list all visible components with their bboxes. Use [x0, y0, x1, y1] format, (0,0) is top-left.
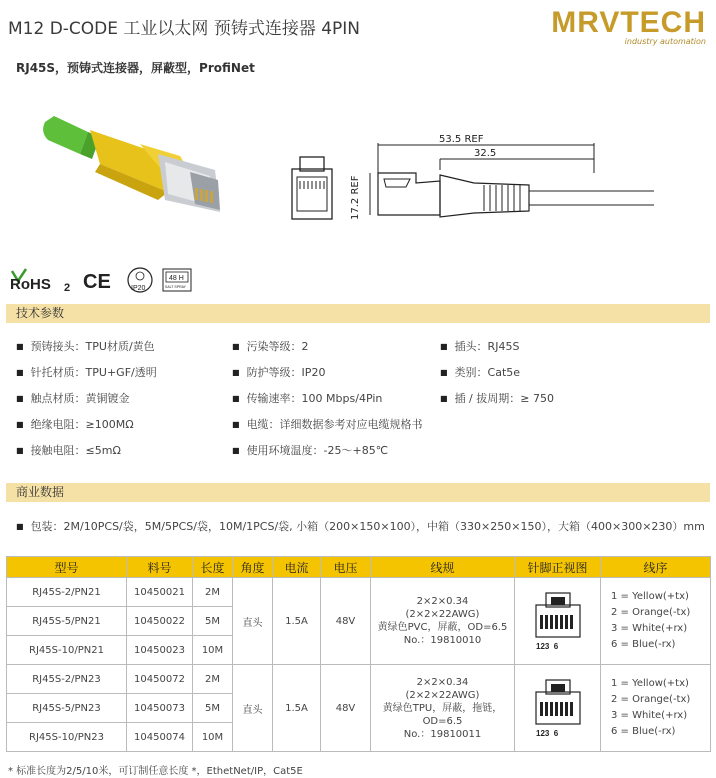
- wire-line: 2 = Orange(-tx): [611, 607, 691, 618]
- part-cell: 10450023: [127, 636, 193, 665]
- col-header: 长度: [193, 557, 233, 578]
- col-header: 电流: [273, 557, 321, 578]
- spec-line: No.：19810010: [403, 635, 482, 646]
- current-cell: 1.5A: [273, 578, 321, 665]
- model-cell: RJ45S-10/PN21: [7, 636, 127, 665]
- spec-line: (2×2×22AWG): [405, 689, 480, 701]
- pin-diagram-icon: [530, 676, 586, 738]
- ip-rating-icon: [126, 266, 154, 294]
- col-header: 型号: [7, 557, 127, 578]
- wire-line: 1 = Yellow(+tx): [611, 678, 689, 689]
- rohs-icon: [8, 267, 74, 293]
- spec-line: 2×2×0.34: [416, 596, 469, 607]
- spec-item: ■ 预铸接头：TPU材质/黄色: [16, 338, 155, 354]
- pin-label: 123 6: [535, 641, 558, 651]
- model-cell: RJ45S-2/PN21: [7, 578, 127, 607]
- part-cell: 10450021: [127, 578, 193, 607]
- col-header: 角度: [233, 557, 273, 578]
- spec-item: ■ 防护等级：IP20: [232, 364, 325, 380]
- dim-total-label: 53.5 REF: [439, 134, 484, 145]
- spec-item: ■ 电缆：详细数据参考对应电缆规格书: [232, 416, 423, 432]
- dim-height-label: 17.2 REF: [350, 175, 361, 220]
- wire-line: 6 = Blue(-rx): [611, 639, 676, 650]
- pin-view-cell: [515, 578, 601, 665]
- spec-line: 2×2×0.34: [416, 676, 469, 688]
- product-photo: [40, 92, 240, 222]
- part-cell: 10450072: [127, 665, 193, 694]
- cable-spec-cell: [371, 578, 515, 665]
- certifications-row: [8, 265, 192, 295]
- wire-line: 6 = Blue(-rx): [611, 726, 676, 737]
- model-cell: RJ45S-10/PN23: [7, 723, 127, 752]
- spec-item: ■ 绝缘电阻：≥100MΩ: [16, 416, 134, 432]
- spec-line: OD=6.5: [422, 715, 463, 727]
- length-cell: 5M: [193, 607, 233, 636]
- spec-line: 黄绿色TPU，屏蔽，拖链，: [382, 702, 503, 714]
- cable-spec-cell: [371, 665, 515, 752]
- model-cell: RJ45S-2/PN23: [7, 665, 127, 694]
- spec-item: ■ 针托材质：TPU+GF/透明: [16, 364, 157, 380]
- rohs-text: RoHS: [10, 276, 51, 293]
- angle-cell: 直头: [233, 665, 273, 752]
- ce-text: CE: [83, 271, 111, 292]
- part-cell: 10450022: [127, 607, 193, 636]
- voltage-cell: 48V: [321, 665, 371, 752]
- brand-logo: [551, 8, 706, 46]
- table-row: [7, 665, 711, 694]
- table-row: [7, 578, 711, 607]
- part-cell: 10450073: [127, 694, 193, 723]
- table-header-row: [7, 557, 711, 578]
- product-subtitle: RJ45S，预铸式连接器，屏蔽型，ProfiNet: [16, 61, 255, 75]
- brand-tagline: industry automation: [624, 37, 706, 46]
- model-cell: RJ45S-5/PN21: [7, 607, 127, 636]
- spec-line: (2×2×22AWG): [405, 609, 480, 620]
- model-table: [6, 556, 711, 752]
- brand-name: MRVTECH: [551, 6, 706, 39]
- spec-item: ■ 插 / 拔周期：≥ 750: [440, 390, 554, 406]
- length-cell: 10M: [193, 723, 233, 752]
- angle-cell: 直头: [233, 578, 273, 665]
- dim-partial-label: 32.5: [474, 148, 497, 159]
- wire-order-cell: [601, 665, 711, 752]
- length-cell: 10M: [193, 636, 233, 665]
- spec-item: ■ 插头：RJ45S: [440, 338, 519, 354]
- footnote: * 标准长度为2/5/10米，可订制任意长度 *，EthetNet/IP，Cat5E: [8, 766, 303, 777]
- length-cell: 5M: [193, 694, 233, 723]
- model-cell: RJ45S-5/PN23: [7, 694, 127, 723]
- ip-text: IP20: [131, 285, 146, 292]
- current-cell: 1.5A: [273, 665, 321, 752]
- wire-line: 3 = White(+rx): [611, 710, 688, 721]
- pin-diagram-icon: [530, 589, 586, 651]
- part-cell: 10450074: [127, 723, 193, 752]
- tech-section-header: 技术参数: [6, 304, 710, 323]
- spec-line: 黄绿色PVC，屏蔽，OD=6.5: [377, 622, 508, 633]
- length-cell: 2M: [193, 665, 233, 694]
- spec-item: ■ 类别：Cat5e: [440, 364, 520, 380]
- voltage-cell: 48V: [321, 578, 371, 665]
- wire-order-cell: [601, 578, 711, 665]
- side-view-drawing: [344, 125, 664, 225]
- ce-icon: [82, 268, 118, 292]
- spec-item: ■ 使用环境温度：-25～+85℃: [232, 442, 388, 458]
- salt-sub: SALT SPRAY: [165, 285, 187, 289]
- col-header: 电压: [321, 557, 371, 578]
- packing-info: ■ 包装：2M/10PCS/袋，5M/5PCS/袋，10M/1PCS/袋, 小箱（200×150×100），中箱（330×250×150），大箱（400×300×230）mm: [16, 518, 705, 534]
- pin-view-cell: [515, 665, 601, 752]
- business-section-header: 商业数据: [6, 483, 710, 502]
- col-header: 线序: [601, 557, 711, 578]
- spec-item: ■ 触点材质：黄铜镀金: [16, 390, 130, 406]
- page-title: M12 D-CODE 工业以太网 预铸式连接器 4PIN: [8, 19, 361, 39]
- front-view-drawing: [288, 155, 336, 225]
- salt-spray-icon: [162, 268, 192, 292]
- wire-line: 2 = Orange(-tx): [611, 694, 691, 705]
- rohs-sub: 2: [64, 282, 71, 293]
- length-cell: 2M: [193, 578, 233, 607]
- spec-line: No.：19810011: [403, 728, 482, 740]
- col-header: 线规: [371, 557, 515, 578]
- col-header: 料号: [127, 557, 193, 578]
- col-header: 针脚正视图: [515, 557, 601, 578]
- spec-item: ■ 污染等级：2: [232, 338, 309, 354]
- spec-item: ■ 接触电阻：≤5mΩ: [16, 442, 121, 458]
- wire-line: 1 = Yellow(+tx): [611, 591, 689, 602]
- salt-text: 48 H: [169, 275, 184, 282]
- spec-item: ■ 传输速率：100 Mbps/4Pin: [232, 390, 382, 406]
- pin-label: 123 6: [535, 728, 558, 738]
- wire-line: 3 = White(+rx): [611, 623, 688, 634]
